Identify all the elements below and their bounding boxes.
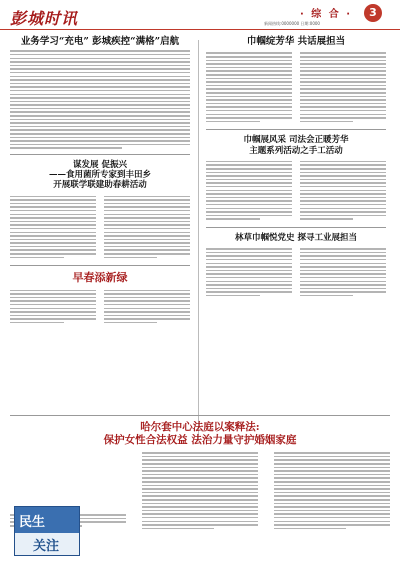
article-body-3 bbox=[10, 287, 190, 325]
article-title-3: 早春添新绿 bbox=[72, 271, 128, 285]
article-separator bbox=[10, 154, 190, 155]
column-divider bbox=[198, 40, 199, 440]
article-title-2: 谋发展 促振兴 bbox=[73, 159, 127, 170]
page-number-badge: 3 bbox=[364, 4, 382, 22]
article-title-5-line2: 主题系列活动之手工活动 bbox=[249, 145, 343, 156]
column-logo-line1: 民生 bbox=[19, 515, 46, 530]
article-body-6 bbox=[206, 246, 386, 298]
right-column bbox=[206, 36, 386, 299]
article-title-7-line2: 保护女性合法权益 法治力量守护婚姻家庭 bbox=[103, 433, 297, 446]
article-separator bbox=[10, 265, 190, 266]
masthead bbox=[0, 0, 400, 30]
article-body-5 bbox=[206, 159, 386, 222]
article-title-7: 哈尔套中心法庭以案释法: bbox=[140, 421, 260, 433]
left-column bbox=[10, 36, 190, 325]
article-body-1 bbox=[10, 50, 190, 149]
section-tag: · 综 合 · bbox=[300, 9, 353, 20]
article-title-1: 业务学习“充电” 彭城疾控“满格”启航 bbox=[20, 36, 180, 47]
article-title-5: 巾帼展风采 司法会正暖芳华 bbox=[243, 135, 349, 146]
newspaper-brand: 彭城时讯 bbox=[10, 9, 79, 28]
article-title-6: 林草巾帼悦党史 探寻工业展担当 bbox=[235, 232, 357, 243]
article-separator bbox=[206, 227, 386, 228]
dateline: 新闻热线:0000000 日期:0000 bbox=[264, 21, 320, 26]
article-body-2 bbox=[10, 193, 190, 260]
column-logo bbox=[14, 506, 80, 556]
article-body-4 bbox=[206, 50, 386, 124]
article-separator bbox=[10, 415, 390, 416]
article-title-4: 巾帼绽芳华 共话展担当 bbox=[246, 36, 346, 47]
column-logo-line2: 关注 bbox=[33, 539, 60, 554]
article-title-2-line3: 开展联学联建助春耕活动 bbox=[53, 180, 147, 191]
article-separator bbox=[206, 129, 386, 130]
article-title-2-line2: ——食用菌所专家到丰田乡 bbox=[48, 170, 151, 181]
